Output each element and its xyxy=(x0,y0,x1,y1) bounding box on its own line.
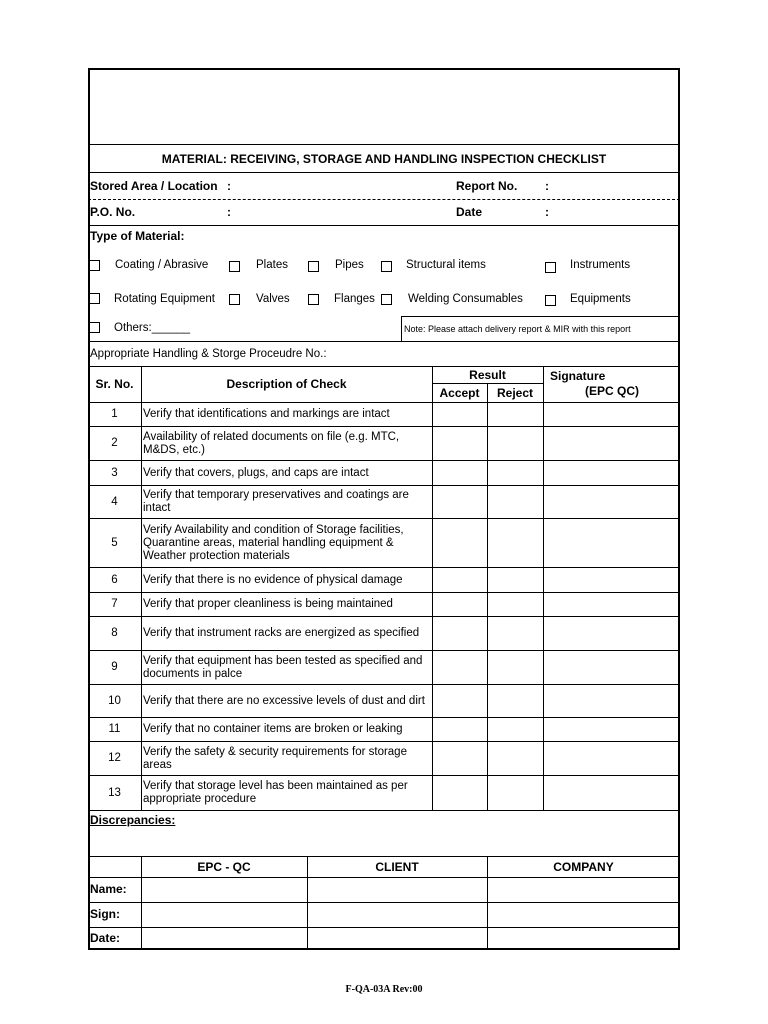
note-text: Note: Please attach delivery report & MIR with this report xyxy=(404,323,631,334)
row-signature-cell[interactable] xyxy=(543,685,680,717)
row-accept-cell[interactable] xyxy=(432,742,487,775)
row-number: 13 xyxy=(108,786,121,799)
row-signature-cell[interactable] xyxy=(543,718,680,741)
row-description: Verify that instrument racks are energized as specified xyxy=(143,627,420,639)
checkbox-instruments[interactable] xyxy=(545,262,556,273)
signoff-col-company: COMPANY xyxy=(553,859,614,874)
row-reject-cell[interactable] xyxy=(487,486,543,518)
checkbox-label: Plates xyxy=(256,258,288,271)
row-reject-cell[interactable] xyxy=(487,427,543,460)
row-description: Verify that identifications and markings are intact xyxy=(143,408,390,420)
row-reject-cell[interactable] xyxy=(487,617,543,650)
divider xyxy=(88,172,680,173)
checkbox-others[interactable] xyxy=(89,322,100,333)
col-accept: Accept xyxy=(439,385,480,400)
colon: : xyxy=(545,204,549,219)
row-accept-cell[interactable] xyxy=(432,776,487,810)
row-accept-cell[interactable] xyxy=(432,403,487,426)
divider xyxy=(141,366,142,810)
row-accept-cell[interactable] xyxy=(432,651,487,684)
colon: : xyxy=(227,204,231,219)
row-reject-cell[interactable] xyxy=(487,685,543,717)
row-signature-cell[interactable] xyxy=(543,651,680,684)
row-signature-cell[interactable] xyxy=(543,461,680,485)
row-number: 9 xyxy=(111,661,118,673)
divider xyxy=(88,877,680,878)
signoff-col-client: CLIENT xyxy=(375,859,419,874)
row-reject-cell[interactable] xyxy=(487,742,543,775)
row-reject-cell[interactable] xyxy=(487,461,543,485)
checkbox-label: Equipments xyxy=(570,292,631,305)
row-signature-cell[interactable] xyxy=(543,593,680,616)
row-description: Verify that proper cleanliness is being maintained xyxy=(143,598,393,610)
row-description: Verify that covers, plugs, and caps are intact xyxy=(143,466,369,479)
row-signature-cell[interactable] xyxy=(543,486,680,518)
row-accept-cell[interactable] xyxy=(432,568,487,592)
report-no-label: Report No. xyxy=(456,178,518,193)
row-description: Verify that there are no excessive levels of dust and dirt xyxy=(143,694,425,707)
row-reject-cell[interactable] xyxy=(487,568,543,592)
checkbox-label: Flanges xyxy=(334,292,375,305)
col-srno: Sr. No. xyxy=(95,377,134,391)
row-description: Availability of related documents on file (e.g. MTC, M&DS, etc.) xyxy=(143,430,400,456)
colon: : xyxy=(545,178,549,193)
row-signature-cell[interactable] xyxy=(543,617,680,650)
stored-area-label: Stored Area / Location xyxy=(90,178,218,193)
row-reject-cell[interactable] xyxy=(487,403,543,426)
signoff-row-name: Name: xyxy=(90,882,127,896)
form-number: F-QA-03A Rev:00 xyxy=(345,983,423,995)
row-number: 6 xyxy=(111,573,118,586)
type-of-material-label: Type of Material: xyxy=(90,228,185,243)
row-number: 1 xyxy=(111,408,118,420)
checkbox-valves[interactable] xyxy=(229,294,240,305)
divider xyxy=(401,316,402,341)
row-accept-cell[interactable] xyxy=(432,617,487,650)
row-accept-cell[interactable] xyxy=(432,593,487,616)
row-signature-cell[interactable] xyxy=(543,742,680,775)
row-description: Verify the safety & security requirements for storage areas xyxy=(143,745,407,771)
checkbox-label: Coating / Abrasive xyxy=(115,258,209,271)
row-accept-cell[interactable] xyxy=(432,718,487,741)
checkbox-coating[interactable] xyxy=(89,260,100,271)
checkbox-welding[interactable] xyxy=(381,294,392,305)
row-number: 5 xyxy=(111,536,118,549)
row-number: 12 xyxy=(108,752,121,764)
checkbox-plates[interactable] xyxy=(229,261,240,272)
row-number: 7 xyxy=(111,598,118,610)
checkbox-equipments[interactable] xyxy=(545,295,556,306)
row-description: Verify that there is no evidence of physical damage xyxy=(143,573,403,586)
col-description: Description of Check xyxy=(226,377,347,391)
divider xyxy=(88,341,680,342)
row-signature-cell[interactable] xyxy=(543,519,680,567)
row-reject-cell[interactable] xyxy=(487,593,543,616)
checkbox-pipes[interactable] xyxy=(308,261,319,272)
signoff-col-epc: EPC - QC xyxy=(197,859,251,874)
checkbox-flanges[interactable] xyxy=(308,294,319,305)
signoff-row-date: Date: xyxy=(90,931,121,945)
divider xyxy=(401,316,680,317)
row-description: Verify that no container items are broken or leaking xyxy=(143,723,403,735)
checkbox-label: Structural items xyxy=(406,258,486,271)
row-description: Verify that equipment has been tested as specified and documents in palce xyxy=(143,654,423,680)
row-description: Verify Availability and condition of Storage facilities, Quarantine areas, material handling equipment & Weather protection materials xyxy=(143,523,404,562)
col-signature-sub: (EPC QC) xyxy=(585,384,639,398)
col-reject: Reject xyxy=(496,385,534,400)
row-reject-cell[interactable] xyxy=(487,519,543,567)
row-accept-cell[interactable] xyxy=(432,519,487,567)
row-signature-cell[interactable] xyxy=(543,776,680,810)
col-result: Result xyxy=(469,367,506,382)
col-signature: Signature xyxy=(550,369,606,383)
handling-procedure-label: Appropriate Handling & Storge Proceudre No.: xyxy=(90,347,327,360)
row-signature-cell[interactable] xyxy=(543,403,680,426)
date-label: Date xyxy=(456,204,483,219)
row-signature-cell[interactable] xyxy=(543,427,680,460)
row-number: 3 xyxy=(111,466,118,479)
checkbox-label: Valves xyxy=(256,292,290,305)
others-label: Others:______ xyxy=(114,321,191,334)
row-number: 10 xyxy=(108,694,121,707)
row-number: 4 xyxy=(111,495,118,508)
divider xyxy=(88,927,680,928)
row-signature-cell[interactable] xyxy=(543,568,680,592)
divider xyxy=(88,144,680,145)
row-reject-cell[interactable] xyxy=(487,718,543,741)
row-description: Verify that temporary preservatives and coatings are intact xyxy=(143,489,409,514)
row-accept-cell[interactable] xyxy=(432,427,487,460)
checkbox-label: Welding Consumables xyxy=(408,292,523,305)
checkbox-rotating[interactable] xyxy=(89,293,100,304)
divider xyxy=(88,810,680,811)
row-description: Verify that storage level has been maintained as per appropriate procedure xyxy=(143,780,408,805)
checkbox-structural[interactable] xyxy=(381,261,392,272)
row-accept-cell[interactable] xyxy=(432,461,487,485)
checkbox-label: Rotating Equipment xyxy=(114,292,216,305)
row-reject-cell[interactable] xyxy=(487,651,543,684)
row-number: 8 xyxy=(111,627,118,639)
row-accept-cell[interactable] xyxy=(432,486,487,518)
divider xyxy=(88,225,680,226)
checkbox-label: Pipes xyxy=(335,258,364,271)
divider xyxy=(88,199,680,200)
colon: : xyxy=(227,178,231,193)
row-accept-cell[interactable] xyxy=(432,685,487,717)
discrepancies-label: Discrepancies: xyxy=(90,812,176,827)
divider xyxy=(88,902,680,903)
row-number: 11 xyxy=(108,723,121,735)
signoff-row-sign: Sign: xyxy=(90,907,120,921)
checkbox-label: Instruments xyxy=(570,258,631,271)
page-title: MATERIAL: RECEIVING, STORAGE AND HANDLING INSPECTION CHECKLIST xyxy=(161,151,607,166)
row-number: 2 xyxy=(111,437,118,449)
row-reject-cell[interactable] xyxy=(487,776,543,810)
po-no-label: P.O. No. xyxy=(90,204,136,219)
